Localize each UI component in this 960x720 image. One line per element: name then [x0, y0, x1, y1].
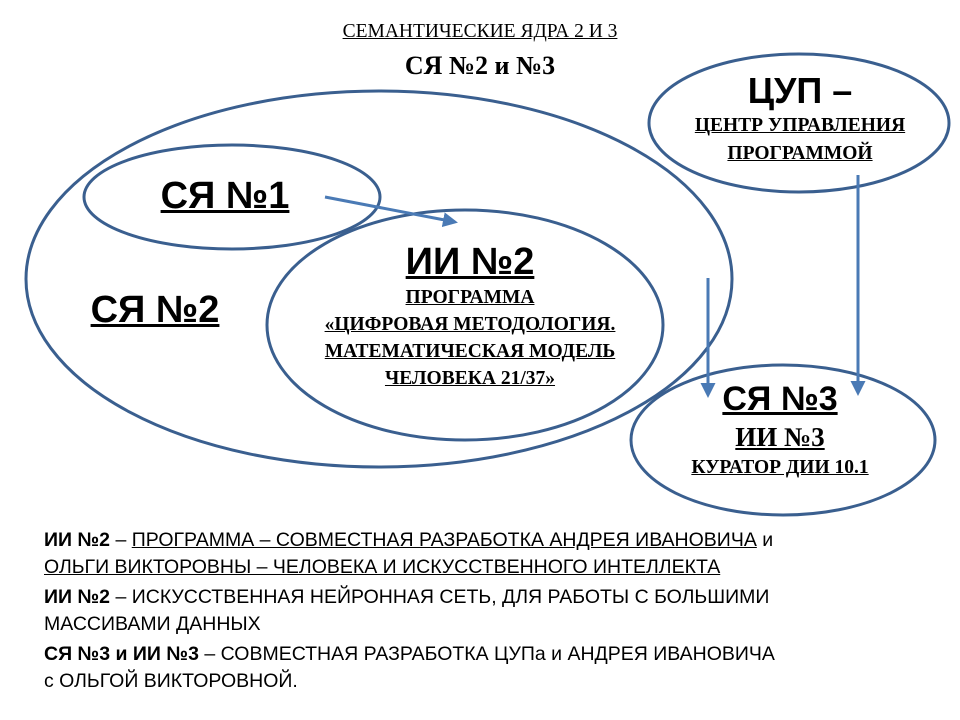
- note2-text-1: – ИСКУССТВЕННАЯ НЕЙРОННАЯ СЕТЬ, ДЛЯ РАБОТЫ С БОЛЬШИМИ: [110, 586, 770, 608]
- ii2-block: [285, 240, 655, 392]
- note2-bold: ИИ №2: [44, 586, 111, 608]
- ii2-line1: ПРОГРАММА: [405, 287, 535, 308]
- sya3-title: СЯ №3: [722, 380, 838, 418]
- tsup-title: ЦУП –: [747, 70, 853, 111]
- note3-text-1: – СОВМЕСТНАЯ РАЗРАБОТКА ЦУПа и АНДРЕЯ ИВАНОВИЧА: [198, 643, 775, 665]
- header-line2: СЯ №2 и №3: [404, 51, 556, 80]
- header-line1: СЕМАНТИЧЕСКИЕ ЯДРА 2 И 3: [342, 21, 618, 42]
- sya3-line2: КУРАТОР ДИИ 10.1: [691, 457, 869, 478]
- note3-bold: СЯ №3 и ИИ №3: [44, 643, 199, 665]
- sya2-label: СЯ №2: [90, 289, 220, 331]
- ii2-line4: ЧЕЛОВЕКА 21/37»: [384, 368, 556, 389]
- header-line1-wrap: [300, 20, 660, 44]
- note1-underlined-1: ПРОГРАММА – СОВМЕСТНАЯ РАЗРАБОТКА АНДРЕЯ ИВАНОВИЧА: [131, 529, 757, 551]
- sya3-line1: ИИ №3: [735, 422, 825, 452]
- note1-dash: –: [110, 529, 132, 551]
- note1-mid: и: [756, 529, 774, 551]
- note1-underlined-2: ОЛЬГИ ВИКТОРОВНЫ – ЧЕЛОВЕКА И ИСКУССТВЕННОГО ИНТЕЛЛЕКТА: [44, 556, 721, 578]
- tsup-line1: ЦЕНТР УПРАВЛЕНИЯ: [694, 115, 906, 136]
- ii2-line3: МАТЕМАТИЧЕСКАЯ МОДЕЛЬ: [324, 341, 616, 362]
- ii2-line2: «ЦИФРОВАЯ МЕТОДОЛОГИЯ.: [324, 314, 616, 335]
- tsup-block: [660, 70, 940, 168]
- ii2-title: ИИ №2: [405, 241, 535, 283]
- note2-text-2: МАССИВАМИ ДАННЫХ: [44, 613, 261, 635]
- note-paragraph-1: [44, 527, 944, 581]
- note-paragraph-3: [44, 641, 944, 695]
- note-paragraph-2: [44, 584, 944, 638]
- note3-text-2: с ОЛЬГОЙ ВИКТОРОВНОЙ.: [44, 670, 298, 692]
- sya1-label: СЯ №1: [160, 175, 290, 217]
- sya3-block: [650, 378, 910, 482]
- tsup-line2: ПРОГРАММОЙ: [727, 143, 873, 164]
- note1-bold: ИИ №2: [44, 529, 111, 551]
